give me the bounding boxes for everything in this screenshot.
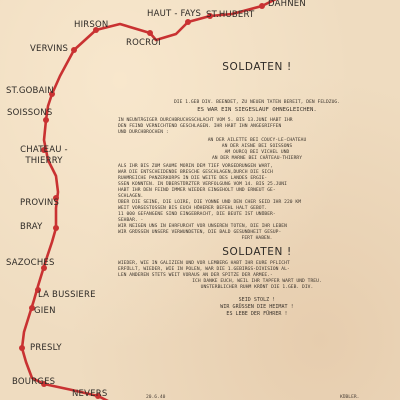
letter-line: UNSTERBLICHER RUHM KRÖNT DIE 1.GEB. DIV. <box>200 285 314 290</box>
town-sazoches: SAZOCHES <box>6 258 55 268</box>
town-rocroi: ROCROI <box>126 38 161 48</box>
town-haut-fays: HAUT - FAYS <box>147 9 202 19</box>
letter-paragraph-rivers <box>118 138 396 162</box>
letter-heading-2: SOLDATEN ! <box>222 246 292 258</box>
letter-line: AN DER MARNE BEI CHÂTEAU-THIERRY <box>211 156 303 161</box>
town-gien: GIEN <box>34 306 56 316</box>
letter-line: AN DER AILETTE BEI COUCY-LE-CHATEAU <box>207 138 307 143</box>
letter-line: ERFÜLLT, WIEDER, WIE IN POLEN, WAR DIE 1.GEBIRGS-DIVISION AL- <box>118 267 290 272</box>
town-bray: BRAY <box>20 222 43 232</box>
letter-heading-1: SOLDATEN ! <box>222 61 292 73</box>
letter-paragraph-intro <box>118 100 396 114</box>
letter-paragraph-thanks <box>118 261 396 291</box>
town-presly: PRESLY <box>30 343 62 353</box>
marker-rocroi <box>147 30 153 36</box>
letter-line: RUHMREICHE PANZERKORPS IN DIE WEITE DES LANDES ERGIE- <box>118 176 268 181</box>
town-la-bussiere: LA BUSSIERE <box>38 290 96 300</box>
letter-line: DEN FEIND VERNICHTEND GESCHLAGEN. IHR HABT IHN ANGEGRIFFEN <box>118 124 282 129</box>
letter-line: AN DER AISNE BEI SOISSONS <box>221 144 293 149</box>
town-dahnen: DAHNEN <box>268 0 306 9</box>
letter-date: 20.6.40 <box>146 395 166 400</box>
letter-line: DIE 1.GEB DIV. BEENDET, ZU NEUEN TATEN BEREIT, DEN FELDZUG. <box>173 100 341 105</box>
letter-line: SSEN KONNTEN. IN ÜBERSTÜRZTER VERFOLGUNG VOM 14. BIS 25.JUNI <box>118 182 287 187</box>
town-vervins: VERVINS <box>30 44 69 54</box>
letter-line: ES LEBE DER FÜHRER ! <box>226 311 288 317</box>
town-chateau-thierry: CHATEAU - THIERRY <box>20 145 68 166</box>
letter-line: IN NEUNTÄGIGER DURCHBRUCHSSCHLACHT VOM 5. BIS 13.JUNI HABT IHR <box>118 118 293 123</box>
letter-line: WIR NEIGEN UNS IN EHRFURCHT VOR UNSEREN TOTEN, DIE IHR LEBEN <box>118 224 287 229</box>
marker-vervins <box>71 47 77 53</box>
letter-line: 11 000 GEFANGENE SIND EINGEBRACHT, DIE BEUTE IST UNÜBER- <box>118 212 276 217</box>
letter-line: WIR GRÜSSEN DIE HEIMAT ! <box>220 304 294 310</box>
letter-line: UND DURCHBROCHEN : <box>118 130 169 135</box>
letter-text <box>118 60 396 396</box>
letter-line: SEHBAR. - <box>118 218 144 223</box>
letter-line: ALS IHR BIS ZUM SAUME MORIN DEM TIEF VORGEDRUNGEN WART, <box>118 164 273 169</box>
letter-closing <box>118 297 396 318</box>
marker-dahnen <box>259 3 265 9</box>
letter-line: FERT HABEN. <box>241 236 273 241</box>
letter-line: SEID STOLZ ! <box>238 297 276 303</box>
letter-line: WIR GRÜSSEN UNSERE VERWUNDETEN, DIE BALD GESUNDHEIT GESUP- <box>118 230 282 235</box>
letter-line: HABT IHR DEN FEIND IMMER WIEDER EINGEHOLT UND ERNEUT GE- <box>118 188 276 193</box>
town-hirson: HIRSON <box>74 20 109 30</box>
letter-line: LEN ANDEREN STETS WEIT VORAUS AN DER SPITZE DER ARMEE.- <box>118 273 273 278</box>
town-soissons: SOISSONS <box>7 108 53 118</box>
letter-line: SCHLAGEN. <box>118 194 144 199</box>
marker-haut-fays <box>185 19 191 25</box>
letter-line: ICH DANKE EUCH, WEIL IHR TAPFER WART UND TREU. <box>192 279 322 284</box>
letter-line: WEIT VORGESTOSSEN BIS EUCH HÖHERER BEFEHL HALT GEBOT. <box>118 206 268 211</box>
marker-presly <box>19 345 25 351</box>
town-nevers: NEVERS <box>72 389 108 399</box>
letter-line: WAR DIE ENTSCHEIDENDE BRESCHE GESCHLAGEN,DURCH DIE SICH <box>118 170 273 175</box>
letter-line: ES WAR EIN SIEGESLAUF OHNEGLEICHEN. <box>197 107 317 113</box>
marker-bray <box>53 225 59 231</box>
town-st-hubert: ST.HUBERT <box>206 10 255 20</box>
town-provins: PROVINS <box>20 198 60 208</box>
letter-signature: KÜBLER. <box>340 395 360 400</box>
letter-line: ÜBER DIE SEINE, DIE LOIRE, DIE YONNE UND DEN CHER SEID IHR 220 KM <box>118 200 302 205</box>
town-st-gobain: ST.GOBAIN <box>6 86 54 96</box>
letter-paragraph-pursuit <box>118 164 396 242</box>
letter-line: AM OURCQ BEI VICHEL UND <box>224 150 290 155</box>
town-bourges: BOURGES <box>12 377 56 387</box>
letter-line: WIEDER, WIE IN GALIZIEN UND VOR LEMBERG HABT IHR EURE PFLICHT <box>118 261 290 266</box>
letter-paragraph-breakthrough <box>118 118 396 136</box>
